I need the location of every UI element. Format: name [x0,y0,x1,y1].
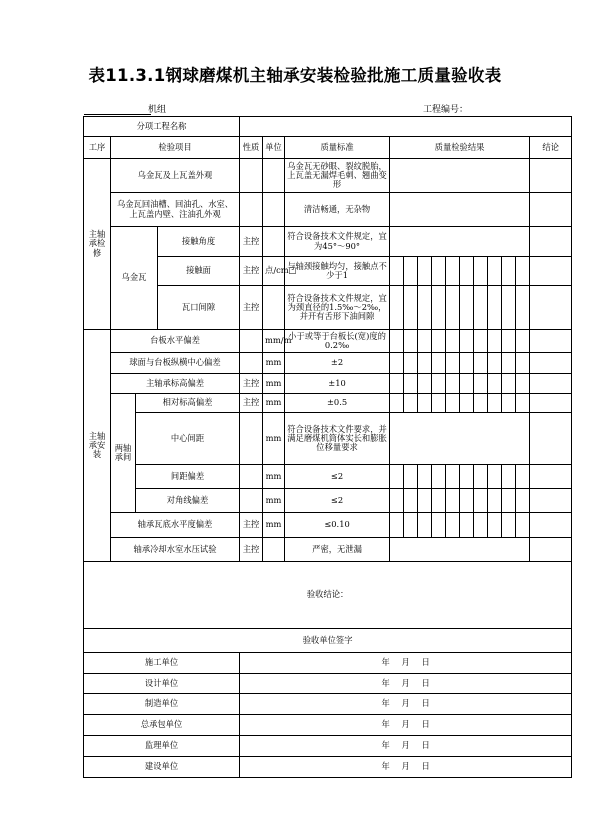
result-point[interactable] [432,489,446,513]
unit-cell: mm [263,465,285,489]
table-row [84,413,572,465]
table-row [84,159,572,193]
result-point[interactable] [446,394,460,413]
nature-cell [240,353,263,374]
result-cell[interactable] [390,413,530,465]
item-label: 对角线偏差 [136,489,240,513]
col-result: 质量检验结果 [390,137,530,159]
conclusion-cell[interactable] [530,227,572,257]
result-point[interactable] [460,513,474,538]
result-point[interactable] [488,257,502,286]
sign-row [84,674,572,694]
group-babbitt: 乌金瓦 [111,227,158,330]
result-point[interactable] [418,286,432,330]
result-point[interactable] [390,394,404,413]
result-point[interactable] [474,489,488,513]
unit-cell: mm [263,394,285,413]
standard-cell: 小于或等于台板长(宽)度的0.2‰ [285,330,390,353]
result-point[interactable] [474,513,488,538]
result-point[interactable] [488,394,502,413]
standard-cell: 严密，无泄漏 [285,538,390,562]
table-row [84,330,572,353]
standard-cell: 符合设备技术文件规定，宜为45°～90° [285,227,390,257]
result-point[interactable] [516,374,530,394]
result-point[interactable] [404,286,418,330]
nature-cell: 主控 [240,286,263,330]
result-point[interactable] [404,353,418,374]
result-point[interactable] [488,374,502,394]
sign-row [84,736,572,757]
result-point[interactable] [432,353,446,374]
nature-cell [240,489,263,513]
item-label: 轴承冷却水室水压试验 [111,538,240,562]
col-process: 工序 [84,137,111,159]
item-label: 乌金瓦及上瓦盖外观 [111,159,240,193]
nature-cell: 主控 [240,513,263,538]
sign-unit-label: 监理单位 [84,736,240,757]
unit-cell [263,159,285,193]
unit-cell: mm [263,374,285,394]
result-point[interactable] [502,465,516,489]
result-point[interactable] [488,489,502,513]
item-label: 台板水平偏差 [111,330,240,353]
nature-cell: 主控 [240,538,263,562]
sign-date[interactable]: 年 月 日 [240,757,572,778]
nature-cell [240,330,263,353]
sign-unit-label: 设计单位 [84,674,240,694]
sign-row [84,715,572,736]
item-label: 乌金瓦回油槽、回油孔、水室、上瓦盖内壁、注油孔外观 [111,193,240,227]
result-cell[interactable] [390,159,530,193]
sign-date[interactable]: 年 月 日 [240,653,572,674]
result-point[interactable] [390,257,404,286]
standard-cell: ±0.5 [285,394,390,413]
result-point[interactable] [390,330,404,353]
conclusion-cell[interactable] [530,257,572,286]
conclusion-cell[interactable] [530,489,572,513]
result-point[interactable] [418,489,432,513]
conclusion-row [84,562,572,629]
result-point[interactable] [418,513,432,538]
nature-cell: 主控 [240,394,263,413]
result-point[interactable] [502,489,516,513]
result-point[interactable] [432,465,446,489]
sign-row [84,694,572,715]
unit-cell: mm [263,513,285,538]
standard-cell: 清洁畅通，无杂物 [285,193,390,227]
result-point[interactable] [460,257,474,286]
result-point[interactable] [516,394,530,413]
conclusion-cell[interactable] [530,330,572,353]
standard-cell: 符合设备技术文件规定，宜为颈直径的1.5‰～2‰，并开有舌形下油间隙 [285,286,390,330]
result-point[interactable] [432,394,446,413]
table-row [84,489,572,513]
nature-cell [240,465,263,489]
result-point[interactable] [474,257,488,286]
group-install: 主轴承安装 [84,330,111,562]
result-point[interactable] [516,353,530,374]
result-point[interactable] [460,353,474,374]
nature-cell [240,413,263,465]
result-point[interactable] [502,257,516,286]
standard-cell: ≤0.10 [285,513,390,538]
subproject-value[interactable] [240,117,572,137]
conclusion-cell[interactable] [530,159,572,193]
result-point[interactable] [418,465,432,489]
nature-cell: 主控 [240,374,263,394]
conclusion-cell[interactable] [530,513,572,538]
sign-unit-label: 建设单位 [84,757,240,778]
table-row [84,286,572,330]
result-point[interactable] [488,513,502,538]
result-point[interactable] [516,286,530,330]
standard-cell: 与轴颈接触均匀，接触点不少于1 [285,257,390,286]
result-point[interactable] [474,465,488,489]
group-two-bearings: 两轴承间 [111,394,136,513]
standard-cell: 符合设备技术文件要求，并满足磨煤机筒体实长和膨胀位移量要求 [285,413,390,465]
result-point[interactable] [390,513,404,538]
result-point[interactable] [390,465,404,489]
item-label: 接触面 [158,257,240,286]
conclusion-cell[interactable] [530,394,572,413]
result-point[interactable] [474,286,488,330]
result-point[interactable] [474,330,488,353]
unit-cell: mm [263,353,285,374]
result-point[interactable] [460,286,474,330]
item-label: 相对标高偏差 [136,394,240,413]
result-point[interactable] [432,330,446,353]
result-point[interactable] [516,330,530,353]
column-header-row [84,137,572,159]
result-point[interactable] [488,465,502,489]
conclusion-cell[interactable] [530,374,572,394]
sign-unit-label: 总承包单位 [84,715,240,736]
conclusion-cell[interactable] [530,193,572,227]
table-row [84,353,572,374]
result-point[interactable] [502,286,516,330]
unit-underline [84,114,151,115]
result-point[interactable] [460,330,474,353]
unit-label: 机组 [148,105,167,115]
result-point[interactable] [460,465,474,489]
result-point[interactable] [404,257,418,286]
result-point[interactable] [404,394,418,413]
result-point[interactable] [446,330,460,353]
result-point[interactable] [474,374,488,394]
unit-cell: mm [263,413,285,465]
item-label: 接触角度 [158,227,240,257]
result-point[interactable] [460,394,474,413]
subproject-row [84,117,572,137]
result-point[interactable] [418,330,432,353]
nature-cell [240,159,263,193]
col-standard: 质量标准 [285,137,390,159]
sign-unit-label: 施工单位 [84,653,240,674]
result-point[interactable] [390,374,404,394]
conclusion-cell[interactable] [530,286,572,330]
sign-title: 验收单位签字 [84,629,572,653]
result-point[interactable] [446,465,460,489]
table-row [84,193,572,227]
result-point[interactable] [418,374,432,394]
nature-cell: 主控 [240,257,263,286]
conclusion-cell[interactable] [530,465,572,489]
item-label: 球面与台板纵横中心偏差 [111,353,240,374]
item-label: 间距偏差 [136,465,240,489]
unit-cell [263,227,285,257]
result-point[interactable] [446,489,460,513]
result-point[interactable] [488,353,502,374]
result-point[interactable] [404,513,418,538]
item-label: 主轴承标高偏差 [111,374,240,394]
table-row [84,394,572,413]
col-nature: 性质 [240,137,263,159]
project-no-label: 工程编号： [423,105,469,115]
unit-cell [263,538,285,562]
sign-unit-label: 制造单位 [84,694,240,715]
table-row [84,374,572,394]
result-cell[interactable] [390,227,530,257]
result-point[interactable] [432,286,446,330]
result-point[interactable] [474,394,488,413]
sign-date[interactable]: 年 月 日 [240,694,572,715]
result-point[interactable] [488,330,502,353]
result-point[interactable] [516,489,530,513]
standard-cell: ≤2 [285,465,390,489]
unit-cell: mm/m [263,330,285,353]
result-point[interactable] [404,489,418,513]
table-row [84,257,572,286]
standard-cell: ±10 [285,374,390,394]
page-title: 表11.3.1钢球磨煤机主轴承安装检验批施工质量验收表 [88,66,502,85]
result-point[interactable] [446,374,460,394]
acceptance-table [83,116,572,778]
result-point[interactable] [404,330,418,353]
conclusion-cell[interactable] [530,353,572,374]
result-point[interactable] [418,353,432,374]
result-point[interactable] [404,465,418,489]
unit-cell: mm [263,489,285,513]
standard-cell: ≤2 [285,489,390,513]
result-point[interactable] [460,489,474,513]
result-point[interactable] [502,513,516,538]
sign-date[interactable]: 年 月 日 [240,674,572,694]
table-row [84,227,572,257]
result-point[interactable] [446,286,460,330]
unit-cell [263,193,285,227]
subproject-label: 分项工程名称 [84,117,240,137]
result-point[interactable] [516,465,530,489]
result-cell[interactable] [390,538,530,562]
result-point[interactable] [404,374,418,394]
sign-date[interactable]: 年 月 日 [240,715,572,736]
result-point[interactable] [446,257,460,286]
result-point[interactable] [432,513,446,538]
result-point[interactable] [446,513,460,538]
sign-row [84,653,572,674]
result-point[interactable] [488,286,502,330]
item-label: 轴承瓦底水平度偏差 [111,513,240,538]
conclusion-cell[interactable] [530,538,572,562]
sign-row [84,757,572,778]
standard-cell: ±2 [285,353,390,374]
result-point[interactable] [418,257,432,286]
unit-cell [263,286,285,330]
result-point[interactable] [390,286,404,330]
result-point[interactable] [460,374,474,394]
result-point[interactable] [516,257,530,286]
table-row [84,538,572,562]
unit-cell: 点/cm□ [263,257,285,286]
acceptance-conclusion[interactable]: 验收结论： [84,562,572,629]
table-row [84,465,572,489]
conclusion-cell[interactable] [530,413,572,465]
result-point[interactable] [418,394,432,413]
item-label: 中心间距 [136,413,240,465]
result-point[interactable] [502,330,516,353]
result-point[interactable] [446,353,460,374]
result-point[interactable] [390,353,404,374]
result-point[interactable] [516,513,530,538]
item-label: 瓦口间隙 [158,286,240,330]
col-item: 检验项目 [111,137,240,159]
table-row [84,513,572,538]
result-point[interactable] [502,374,516,394]
sign-date[interactable]: 年 月 日 [240,736,572,757]
nature-cell: 主控 [240,227,263,257]
result-point[interactable] [502,353,516,374]
standard-cell: 乌金瓦无砂眼、裂纹脱胎，上瓦盖无漏焊毛刺、翘曲变形 [285,159,390,193]
result-point[interactable] [432,257,446,286]
col-conclusion: 结论 [530,137,572,159]
col-unit: 单位 [263,137,285,159]
result-cell[interactable] [390,193,530,227]
result-point[interactable] [502,394,516,413]
result-point[interactable] [432,374,446,394]
group-repair: 主轴承检修 [84,159,111,330]
result-point[interactable] [390,489,404,513]
sign-title-row [84,629,572,653]
nature-cell [240,193,263,227]
result-point[interactable] [474,353,488,374]
